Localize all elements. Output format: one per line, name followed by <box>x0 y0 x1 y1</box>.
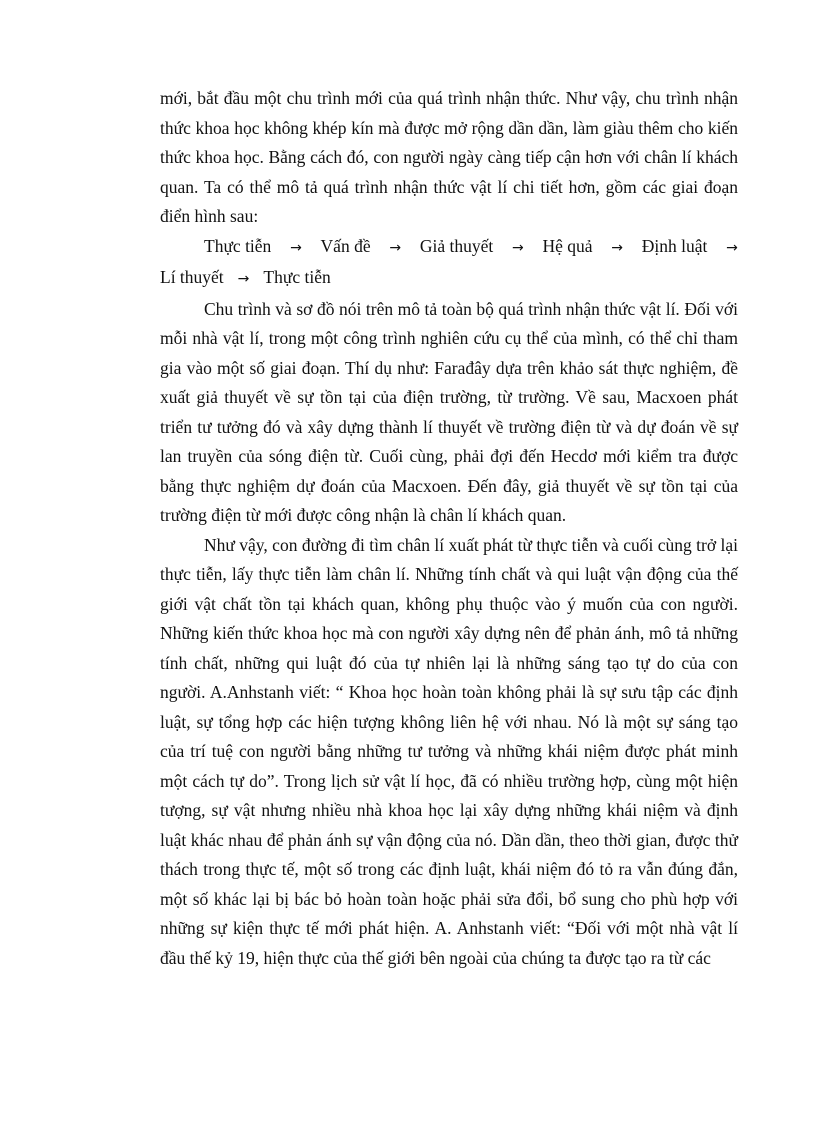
arrow-right-icon: → <box>611 239 624 256</box>
paragraph-1: mới, bắt đầu một chu trình mới của quá trình nhận thức. Như vậy, chu trình nhận thức khoa học không khép kín mà được mở rộng dần dần, làm giàu thêm cho kiến thức khoa học. Bằng cách đó, con người ngày càng tiếp cận hơn với chân lí khách quan. Ta có thể mô tả quá trình nhận thức vật lí chi tiết hơn, gồm các giai đoạn điển hình sau: <box>160 88 738 226</box>
flow-step-law: Định luật <box>641 235 708 256</box>
flow-step-practice-return: Thực tiễn <box>263 267 331 287</box>
flow-step-practice: Thực tiễn <box>204 235 272 256</box>
flow-step-theory: Lí thuyết <box>160 267 224 287</box>
flow-step-consequence: Hệ quả <box>542 235 593 256</box>
arrow-right-icon: → <box>290 239 302 256</box>
flow-step-problem: Vấn đề <box>320 235 371 256</box>
paragraph-3: Như vậy, con đường đi tìm chân lí xuất phát từ thực tiễn và cuối cùng trở lại thực tiễn, lấy thực tiễn làm chân lí. Những tính chất và qui luật vận động của thế giới vật chất tồn tại khách quan, không phụ thuộc vào ý muốn của con người. Những kiến thức khoa học mà con người xây dựng nên để phản ánh, mô tả những tính chất, những qui luật đó của tự nhiên lại là những sáng tạo tự do của con người. A.Anhstanh viết: “ Khoa học hoàn toàn không phải là sự sưu tập các định luật, sự tổng hợp các hiện tượng không liên hệ với nhau. Nó là một sự sáng tạo của trí tuệ con người bằng những tư tưởng và những khái niệm được phát minh một cách tự do”. Trong lịch sử vật lí học, đã có nhiều trường hợp, cùng một hiện tượng, sự vật nhưng nhiều nhà khoa học lại xây dựng những khái niệm và định luật khác nhau để phản ánh sự vận động của nó. Dần dần, theo thời gian, được thử thách trong thực tế, một số trong các định luật, khái niệm đó tỏ ra vẫn đúng đắn, một số khác lại bị bác bỏ hoàn toàn hoặc phải sửa đổi, bổ sung cho phù hợp với những sự kiện thực tế mới phát hiện. A. Anhstanh viết: “Đối với một nhà vật lí đầu thế kỷ 19, hiện thực của thế giới bên ngoài của chúng ta được tạo ra từ các <box>160 534 738 968</box>
arrow-right-icon: → <box>726 239 738 256</box>
arrow-right-icon: → <box>511 239 524 256</box>
process-flow-line-2 <box>160 263 738 295</box>
flow-step-hypothesis: Giả thuyết <box>419 235 494 256</box>
process-flow-line-1 <box>160 232 738 264</box>
document-page <box>160 84 738 973</box>
arrow-right-icon: → <box>389 239 402 256</box>
arrow-right-icon: → <box>237 271 250 287</box>
paragraph-2: Chu trình và sơ đồ nói trên mô tả toàn bộ quá trình nhận thức vật lí. Đối với mỗi nhà vật lí, trong một công trình nghiên cứu cụ thể của mình, có thể chỉ tham gia vào một số giai đoạn. Thí dụ như: Farađây dựa trên khảo sát thực nghiệm, đề xuất giả thuyết về sự tồn tại của điện trường, từ trường. Về sau, Macxoen phát triển tư tưởng đó và xây dựng thành lí thuyết về trường điện từ và dự đoán về sự lan truyền của sóng điện từ. Cuối cùng, phải đợi đến Hecdơ mới kiểm tra được bằng thực nghiệm dự đoán của Macxoen. Đến đây, giả thuyết về sự tồn tại của trường điện từ mới được công nhận là chân lí khách quan. <box>160 298 738 525</box>
process-flow <box>160 232 738 295</box>
